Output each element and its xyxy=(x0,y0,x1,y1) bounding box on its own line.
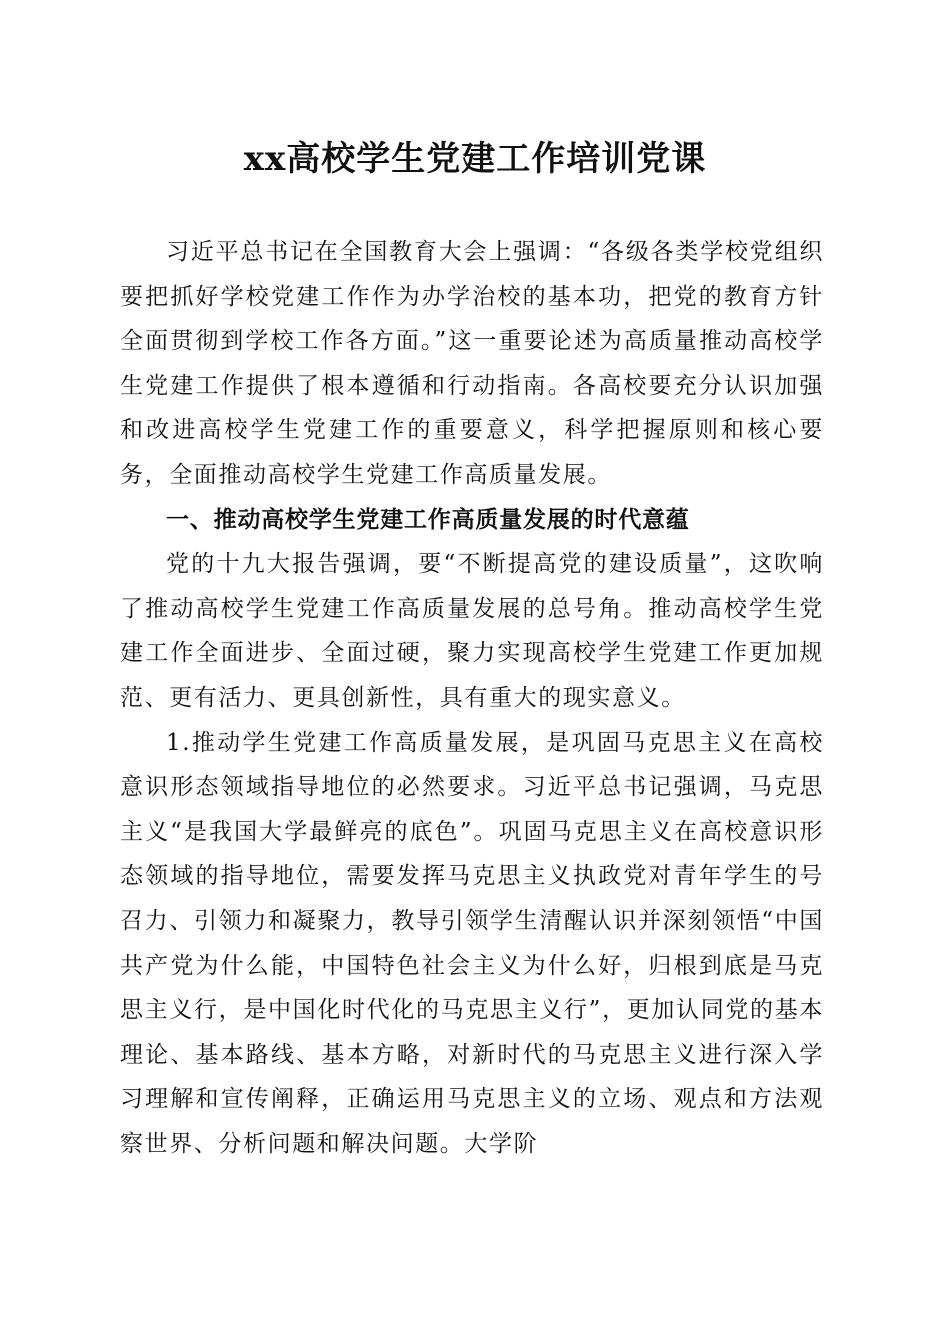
intro-paragraph: 习近平总书记在全国教育大会上强调：“各级各类学校党组织要把抓好学校党建工作作为办学治校的基本功，把党的教育方针全面贯彻到学校工作各方面。”这一重要论述为高质量推动高校学生党建工作提供了根本遵循和行动指南。各高校要充分认识加强和改进高校学生党建工作的重要意义，科学把握原则和核心要务，全面推动高校学生党建工作高质量发展。 xyxy=(120,239,824,488)
section-heading: 一、推动高校学生党建工作高质量发展的时代意蕴 xyxy=(166,506,690,533)
document-title: xx高校学生党建工作培训党课 xyxy=(243,139,707,179)
section-paragraph: 党的十九大报告强调，要“不断提高党的建设质量”，这吹响了推动高校学生党建工作高质量发展的总号角。推动高校学生党建工作全面进步、全面过硬，聚力实现高校学生党建工作更加规范、更有活力、更具创新性，具有重大的现实意义。 xyxy=(120,551,824,711)
numbered-paragraph: 1.推动学生党建工作高质量发展，是巩固马克思主义在高校意识形态领域指导地位的必然要求。习近平总书记强调，马克思主义“是我国大学最鲜亮的底色”。巩固马克思主义在高校意识形态领域的指导地位，需要发挥马克思主义执政党对青年学生的号召力、引领力和凝聚力，教导引领学生清醒认识并深刻领悟“中国共产党为什么能，中国特色社会主义为什么好，归根到底是马克思主义行，是中国化时代化的马克思主义行”，更加认同党的基本理论、基本路线、基本方略，对新时代的马克思主义进行深入学习理解和宣传阐释，正确运用马克思主义的立场、观点和方法观察世界、分析问题和解决问题。大学阶 xyxy=(120,729,824,1157)
document-body xyxy=(120,230,824,1166)
